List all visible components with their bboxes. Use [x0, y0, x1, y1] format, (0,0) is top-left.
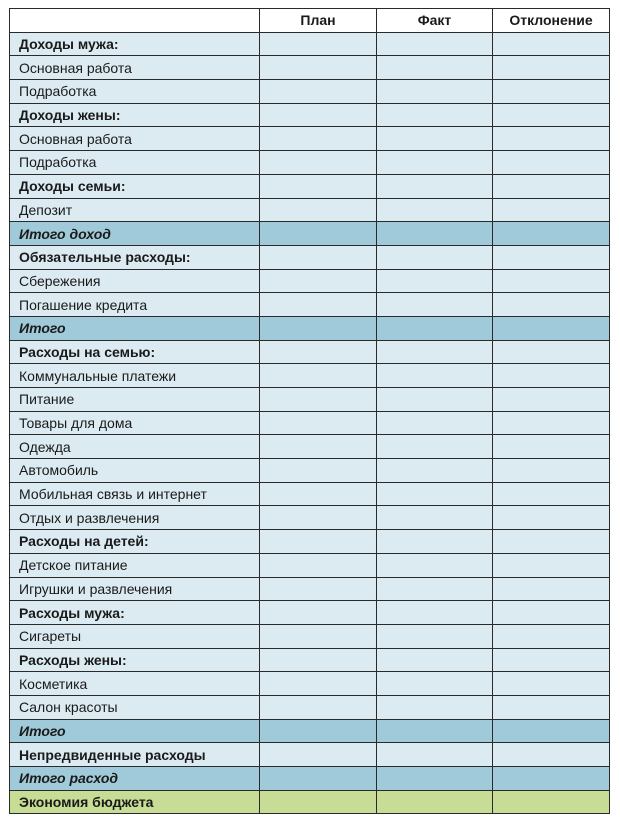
row-label: Сбережения: [10, 269, 260, 293]
row-label: Одежда: [10, 435, 260, 459]
row-label: Расходы жены:: [10, 648, 260, 672]
plan-cell[interactable]: [260, 174, 377, 198]
fact-cell[interactable]: [377, 245, 493, 269]
row-label: Итого доход: [10, 222, 260, 246]
fact-cell[interactable]: [377, 719, 493, 743]
deviation-cell[interactable]: [493, 269, 610, 293]
fact-cell[interactable]: [377, 388, 493, 412]
plan-cell[interactable]: [260, 743, 377, 767]
deviation-cell[interactable]: [493, 364, 610, 388]
plan-cell[interactable]: [260, 32, 377, 56]
row-label: Погашение кредита: [10, 293, 260, 317]
plan-cell[interactable]: [260, 103, 377, 127]
fact-cell[interactable]: [377, 530, 493, 554]
deviation-cell[interactable]: [493, 672, 610, 696]
plan-cell[interactable]: [260, 506, 377, 530]
row-label: Непредвиденные расходы: [10, 743, 260, 767]
deviation-cell[interactable]: [493, 316, 610, 340]
deviation-cell[interactable]: [493, 174, 610, 198]
table-row: [10, 388, 610, 412]
plan-cell[interactable]: [260, 56, 377, 80]
deviation-cell[interactable]: [493, 435, 610, 459]
table-body: [10, 32, 610, 814]
row-label: Питание: [10, 388, 260, 412]
plan-cell[interactable]: [260, 767, 377, 791]
fact-cell[interactable]: [377, 743, 493, 767]
row-label: Обязательные расходы:: [10, 245, 260, 269]
fact-cell[interactable]: [377, 695, 493, 719]
deviation-cell[interactable]: [493, 530, 610, 554]
deviation-cell[interactable]: [493, 388, 610, 412]
row-label: Расходы мужа:: [10, 601, 260, 625]
plan-cell[interactable]: [260, 316, 377, 340]
row-label: Игрушки и развлечения: [10, 577, 260, 601]
row-label: Товары для дома: [10, 411, 260, 435]
plan-cell[interactable]: [260, 269, 377, 293]
row-label: Доходы мужа:: [10, 32, 260, 56]
table-row: [10, 103, 610, 127]
fact-cell[interactable]: [377, 340, 493, 364]
plan-cell[interactable]: [260, 624, 377, 648]
plan-cell[interactable]: [260, 245, 377, 269]
deviation-cell[interactable]: [493, 293, 610, 317]
plan-cell[interactable]: [260, 672, 377, 696]
table-row: [10, 364, 610, 388]
plan-cell[interactable]: [260, 790, 377, 814]
deviation-cell[interactable]: [493, 790, 610, 814]
fact-cell[interactable]: [377, 316, 493, 340]
table-row: [10, 80, 610, 104]
deviation-cell[interactable]: [493, 506, 610, 530]
table-row: [10, 530, 610, 554]
fact-cell[interactable]: [377, 624, 493, 648]
row-label: Основная работа: [10, 56, 260, 80]
budget-table: [9, 8, 610, 814]
fact-cell[interactable]: [377, 174, 493, 198]
table-row: [10, 127, 610, 151]
deviation-cell[interactable]: [493, 340, 610, 364]
row-label: Расходы на семью:: [10, 340, 260, 364]
row-label: Депозит: [10, 198, 260, 222]
row-label: Экономия бюджета: [10, 790, 260, 814]
deviation-cell[interactable]: [493, 553, 610, 577]
plan-cell[interactable]: [260, 198, 377, 222]
table-row: [10, 601, 610, 625]
plan-cell[interactable]: [260, 127, 377, 151]
table-row: [10, 269, 610, 293]
table-row: [10, 32, 610, 56]
row-label: Коммунальные платежи: [10, 364, 260, 388]
row-label: Итого расход: [10, 767, 260, 791]
fact-cell[interactable]: [377, 364, 493, 388]
deviation-cell[interactable]: [493, 103, 610, 127]
fact-cell[interactable]: [377, 151, 493, 175]
row-label: Детское питание: [10, 553, 260, 577]
fact-cell[interactable]: [377, 601, 493, 625]
table-row: [10, 459, 610, 483]
plan-cell[interactable]: [260, 222, 377, 246]
plan-cell[interactable]: [260, 553, 377, 577]
row-label: Основная работа: [10, 127, 260, 151]
row-label: Доходы семьи:: [10, 174, 260, 198]
table-row: [10, 506, 610, 530]
header-row: [10, 9, 610, 33]
row-label: Подработка: [10, 80, 260, 104]
table-row: [10, 56, 610, 80]
plan-cell[interactable]: [260, 411, 377, 435]
table-row: [10, 743, 610, 767]
deviation-cell[interactable]: [493, 80, 610, 104]
row-label: Сигареты: [10, 624, 260, 648]
plan-cell[interactable]: [260, 530, 377, 554]
table-row: [10, 695, 610, 719]
plan-cell[interactable]: [260, 340, 377, 364]
plan-cell[interactable]: [260, 151, 377, 175]
row-label: Подработка: [10, 151, 260, 175]
plan-cell[interactable]: [260, 459, 377, 483]
fact-cell[interactable]: [377, 672, 493, 696]
deviation-cell[interactable]: [493, 482, 610, 506]
fact-cell[interactable]: [377, 435, 493, 459]
table-row: [10, 624, 610, 648]
row-label: Итого: [10, 316, 260, 340]
fact-cell[interactable]: [377, 506, 493, 530]
deviation-cell[interactable]: [493, 767, 610, 791]
table-row: [10, 222, 610, 246]
row-label: Отдых и развлечения: [10, 506, 260, 530]
plan-cell[interactable]: [260, 482, 377, 506]
plan-cell[interactable]: [260, 695, 377, 719]
fact-cell[interactable]: [377, 32, 493, 56]
row-label: Расходы на детей:: [10, 530, 260, 554]
table-row: [10, 293, 610, 317]
column-header-category: [10, 9, 260, 33]
deviation-cell[interactable]: [493, 719, 610, 743]
fact-cell[interactable]: [377, 269, 493, 293]
table-row: [10, 672, 610, 696]
deviation-cell[interactable]: [493, 577, 610, 601]
row-label: Мобильная связь и интернет: [10, 482, 260, 506]
fact-cell[interactable]: [377, 767, 493, 791]
deviation-cell[interactable]: [493, 648, 610, 672]
table-row: [10, 151, 610, 175]
plan-cell[interactable]: [260, 435, 377, 459]
fact-cell[interactable]: [377, 222, 493, 246]
plan-cell[interactable]: [260, 388, 377, 412]
table-row: [10, 245, 610, 269]
deviation-cell[interactable]: [493, 245, 610, 269]
deviation-cell[interactable]: [493, 56, 610, 80]
plan-cell[interactable]: [260, 293, 377, 317]
row-label: Доходы жены:: [10, 103, 260, 127]
row-label: Косметика: [10, 672, 260, 696]
column-header-fact: Факт: [377, 9, 493, 33]
fact-cell[interactable]: [377, 648, 493, 672]
table-row: [10, 767, 610, 791]
fact-cell[interactable]: [377, 577, 493, 601]
fact-cell[interactable]: [377, 411, 493, 435]
row-label: Автомобиль: [10, 459, 260, 483]
plan-cell[interactable]: [260, 364, 377, 388]
table-row: [10, 174, 610, 198]
fact-cell[interactable]: [377, 553, 493, 577]
deviation-cell[interactable]: [493, 743, 610, 767]
fact-cell[interactable]: [377, 459, 493, 483]
plan-cell[interactable]: [260, 577, 377, 601]
deviation-cell[interactable]: [493, 601, 610, 625]
deviation-cell[interactable]: [493, 198, 610, 222]
fact-cell[interactable]: [377, 790, 493, 814]
fact-cell[interactable]: [377, 198, 493, 222]
plan-cell[interactable]: [260, 601, 377, 625]
deviation-cell[interactable]: [493, 411, 610, 435]
table-row: [10, 553, 610, 577]
table-row: [10, 316, 610, 340]
table-row: [10, 577, 610, 601]
row-label: Итого: [10, 719, 260, 743]
table-row: [10, 648, 610, 672]
plan-cell[interactable]: [260, 80, 377, 104]
deviation-cell[interactable]: [493, 624, 610, 648]
fact-cell[interactable]: [377, 80, 493, 104]
deviation-cell[interactable]: [493, 32, 610, 56]
fact-cell[interactable]: [377, 482, 493, 506]
table-row: [10, 719, 610, 743]
deviation-cell[interactable]: [493, 127, 610, 151]
fact-cell[interactable]: [377, 56, 493, 80]
plan-cell[interactable]: [260, 648, 377, 672]
table-row: [10, 435, 610, 459]
table-row: [10, 340, 610, 364]
deviation-cell[interactable]: [493, 459, 610, 483]
column-header-deviation: Отклонение: [493, 9, 610, 33]
table-row: [10, 790, 610, 814]
table-row: [10, 482, 610, 506]
table-row: [10, 411, 610, 435]
row-label: Салон красоты: [10, 695, 260, 719]
fact-cell[interactable]: [377, 293, 493, 317]
table-row: [10, 198, 610, 222]
deviation-cell[interactable]: [493, 695, 610, 719]
fact-cell[interactable]: [377, 127, 493, 151]
deviation-cell[interactable]: [493, 222, 610, 246]
fact-cell[interactable]: [377, 103, 493, 127]
deviation-cell[interactable]: [493, 151, 610, 175]
plan-cell[interactable]: [260, 719, 377, 743]
column-header-plan: План: [260, 9, 377, 33]
